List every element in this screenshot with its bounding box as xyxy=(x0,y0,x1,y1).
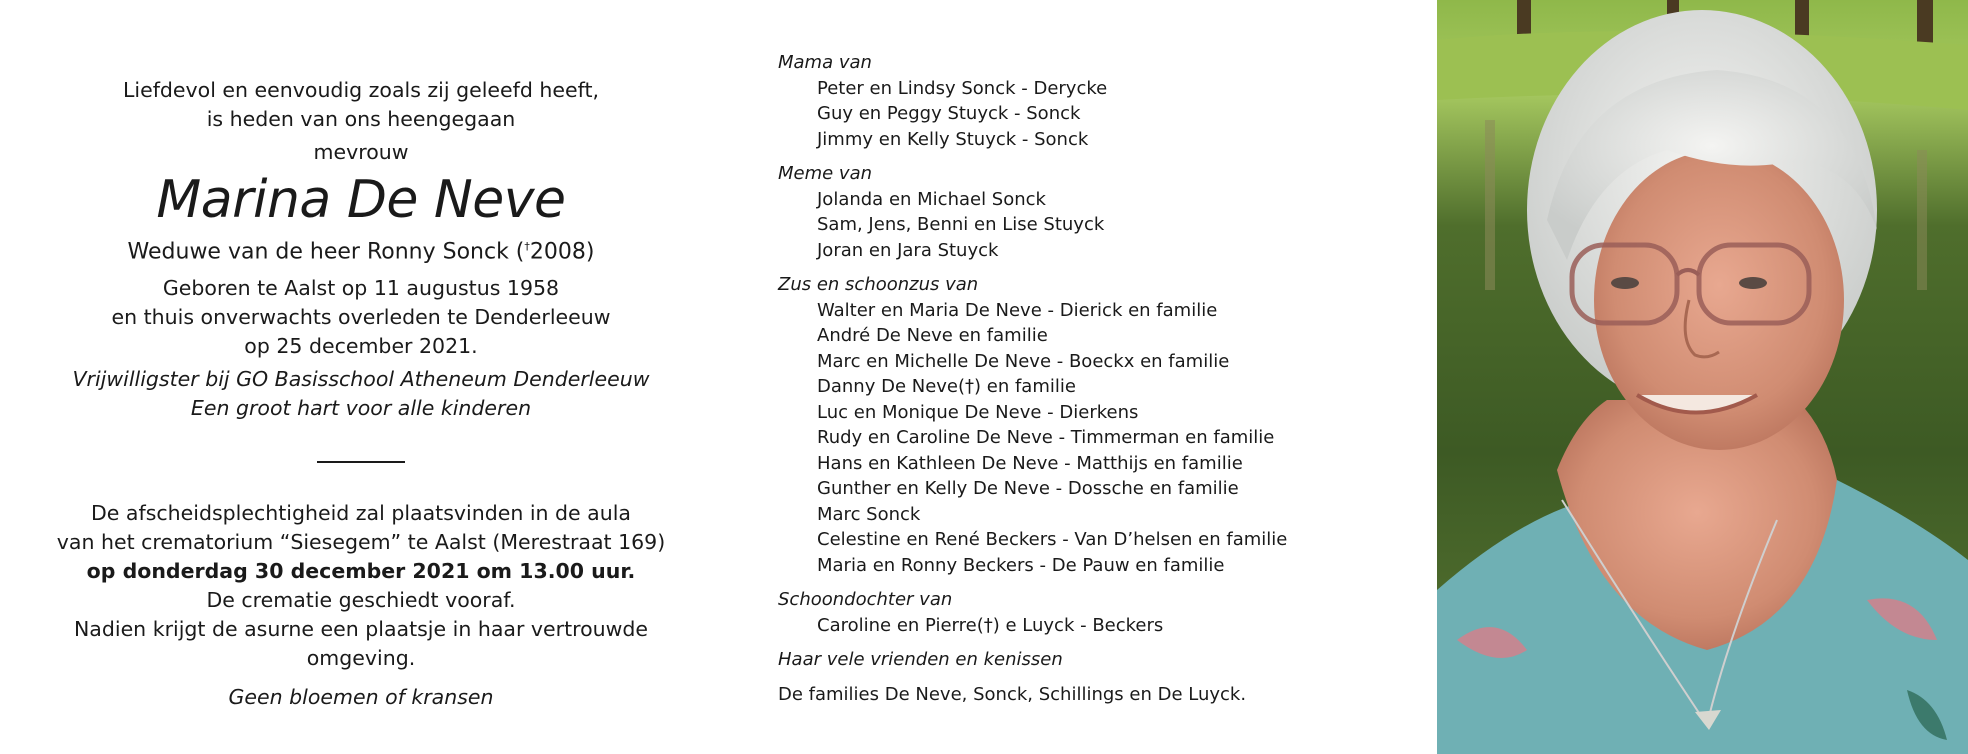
list-item: Guy en Peggy Stuyck - Sonck xyxy=(817,103,1081,124)
list-item: Caroline en Pierre(†) e Luyck - Beckers xyxy=(817,614,1164,636)
list-item: Marc Sonck xyxy=(817,503,921,525)
group-title: Zus en schoonzus van xyxy=(778,274,979,295)
title-word: mevrouw xyxy=(313,140,409,164)
cremation-line: De crematie geschiedt vooraf. xyxy=(206,588,516,613)
list-item: Gunther en Kelly De Neve - Dossche en familie xyxy=(817,478,1239,499)
list-item: Sam, Jens, Benni en Lise Stuyck xyxy=(817,214,1105,235)
family-group xyxy=(778,272,1418,578)
family-group xyxy=(778,50,1418,152)
dagger-icon: † xyxy=(524,240,530,253)
family-group xyxy=(778,587,1418,638)
volunteer-line-2: Een groot hart voor alle kinderen xyxy=(190,396,532,421)
family-group xyxy=(778,161,1418,263)
widow-suffix: 2008) xyxy=(529,239,595,265)
group-title: Meme van xyxy=(778,163,873,184)
list-item: Walter en Maria De Neve - Dierick en familie xyxy=(817,299,1218,321)
list-item: Celestine en René Beckers - Van D’helsen en familie xyxy=(817,529,1288,550)
death-line-2: op 25 december 2021. xyxy=(244,334,478,359)
widow-prefix: Weduwe van de heer Ronny Sonck ( xyxy=(127,239,525,265)
deceased-name: Marina De Neve xyxy=(156,170,566,230)
family-list xyxy=(778,50,1418,716)
list-item: Jolanda en Michael Sonck xyxy=(817,188,1046,210)
divider xyxy=(317,461,405,463)
ceremony-line-2: van het crematorium “Siesegem” te Aalst (Merestraat 169) xyxy=(56,530,666,555)
intro-line-2: is heden van ons heengegaan xyxy=(206,107,516,131)
families-line: De families De Neve, Sonck, Schillings en De Luyck. xyxy=(778,683,1247,705)
friends-line: Haar vele vrienden en kenissen xyxy=(778,649,1063,670)
urn-line: Nadien krijgt de asurne een plaatsje in haar vertrouwde omgeving. xyxy=(73,617,649,671)
intro-line-1: Liefdevol en eenvoudig zoals zij geleefd heeft, xyxy=(122,78,600,102)
ceremony-date: op donderdag 30 december 2021 om 13.00 uur. xyxy=(86,559,636,584)
list-item: Danny De Neve(†) en familie xyxy=(817,376,1076,397)
widow-line xyxy=(18,231,704,268)
list-item: André De Neve en familie xyxy=(817,325,1048,346)
families-group xyxy=(778,682,1418,708)
volunteer-line-1: Vrijwilligster bij GO Basisschool Atheneum Denderleeuw xyxy=(72,367,650,392)
group-title: Schoondochter van xyxy=(778,589,953,610)
friends-group xyxy=(778,647,1418,673)
obituary-announcement xyxy=(18,70,704,712)
list-item: Joran en Jara Stuyck xyxy=(817,239,999,261)
list-item: Rudy en Caroline De Neve - Timmerman en familie xyxy=(817,427,1275,448)
group-title: Mama van xyxy=(778,52,872,73)
no-flowers-line: Geen bloemen of kransen xyxy=(228,685,494,710)
list-item: Maria en Ronny Beckers - De Pauw en familie xyxy=(817,554,1225,576)
list-item: Peter en Lindsy Sonck - Derycke xyxy=(817,77,1108,99)
ceremony-line-1: De afscheidsplechtigheid zal plaatsvinden in de aula xyxy=(91,501,631,526)
birth-line: Geboren te Aalst op 11 augustus 1958 xyxy=(162,276,560,301)
list-item: Marc en Michelle De Neve - Boeckx en familie xyxy=(817,350,1230,372)
portrait-photo xyxy=(1437,0,1968,754)
list-item: Jimmy en Kelly Stuyck - Sonck xyxy=(817,128,1089,150)
list-item: Luc en Monique De Neve - Dierkens xyxy=(817,401,1139,423)
list-item: Hans en Kathleen De Neve - Matthijs en familie xyxy=(817,452,1243,474)
death-line-1: en thuis onverwachts overleden te Denderleeuw xyxy=(111,305,611,330)
